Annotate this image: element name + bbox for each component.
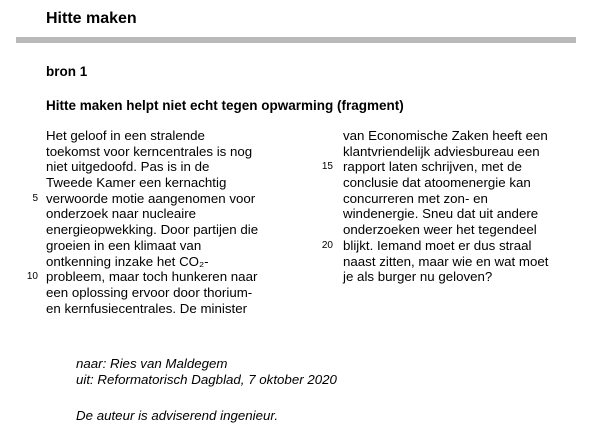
- line-text: rapport laten schrijven, met de: [343, 159, 522, 175]
- line-text: blijkt. Iemand moet er dus straal: [343, 237, 532, 253]
- line-text: concurreren met zon- en: [343, 190, 488, 206]
- line-text: Het geloof in een stralende: [46, 128, 205, 143]
- text-line: [343, 206, 593, 222]
- line-text: ontkenning inzake het CO₂-: [46, 253, 209, 269]
- line-text: niet uitgedoofd. Pas is in de: [46, 159, 210, 175]
- text-column-right: [321, 128, 593, 285]
- section-title: Hitte maken: [46, 10, 137, 27]
- line-text: en kernfusiecentrales. De minister: [46, 300, 248, 316]
- line-text: groeien in een klimaat van: [46, 237, 202, 253]
- text-line: [343, 191, 593, 207]
- credit-publication: uit: Reformatorisch Dagblad, 7 oktober 2020: [76, 372, 337, 387]
- text-line: [32, 190, 296, 207]
- credit-author: naar: Ries van Maldegem: [76, 356, 228, 371]
- line-text: conclusie dat atoomenergie kan: [343, 175, 531, 191]
- line-text: naast zitten, maar wie en wat moet: [343, 253, 549, 269]
- line-text: toekomst voor kerncentrales is nog: [46, 143, 253, 159]
- line-text: een oplossing ervoor door thorium-: [46, 284, 253, 300]
- text-line: [343, 254, 593, 270]
- article-title: Hitte maken helpt niet echt tegen opwarming (fragment): [46, 98, 404, 113]
- text-line: [343, 128, 593, 144]
- source-label: bron 1: [46, 64, 88, 79]
- text-line: [343, 144, 593, 160]
- text-line: [343, 175, 593, 191]
- line-text: verwoorde motie aangenomen voor: [46, 190, 256, 206]
- text-line: [343, 222, 593, 238]
- line-text: windenergie. Sneu dat uit andere: [343, 206, 539, 222]
- line-text: onderzoeken weer het tegendeel: [343, 222, 537, 238]
- text-line: [46, 285, 296, 301]
- text-line: [46, 144, 296, 160]
- source-credits: [76, 356, 337, 388]
- text-line: [343, 269, 593, 285]
- line-text: klantvriendelijk adviesbureau een: [343, 143, 540, 159]
- text-line: [46, 301, 296, 317]
- text-line: [26, 269, 296, 285]
- text-column-left: [26, 128, 296, 316]
- author-note: De auteur is adviserend ingenieur.: [76, 408, 279, 423]
- line-text: Tweede Kamer een kernachtig: [46, 175, 227, 191]
- text-line: [46, 128, 296, 144]
- text-line: [321, 159, 593, 175]
- text-line: [46, 222, 296, 238]
- line-text: van Economische Zaken heeft een: [343, 128, 548, 143]
- text-line: [46, 254, 296, 270]
- line-text: probleem, maar toch hunkeren naar: [46, 269, 258, 285]
- text-line: [46, 238, 296, 254]
- line-text: energieopwekking. Door partijen die: [46, 222, 259, 238]
- text-line: [46, 175, 296, 191]
- header-divider: [16, 37, 576, 43]
- line-number: 20: [321, 239, 333, 251]
- line-text: je als burger nu geloven?: [343, 269, 493, 285]
- line-number: 15: [321, 161, 333, 173]
- line-number: 10: [26, 271, 38, 283]
- text-line: [46, 206, 296, 222]
- line-number: 5: [32, 192, 38, 204]
- text-line: [46, 159, 296, 175]
- line-text: onderzoek naar nucleaire: [46, 206, 197, 222]
- text-line: [321, 237, 593, 254]
